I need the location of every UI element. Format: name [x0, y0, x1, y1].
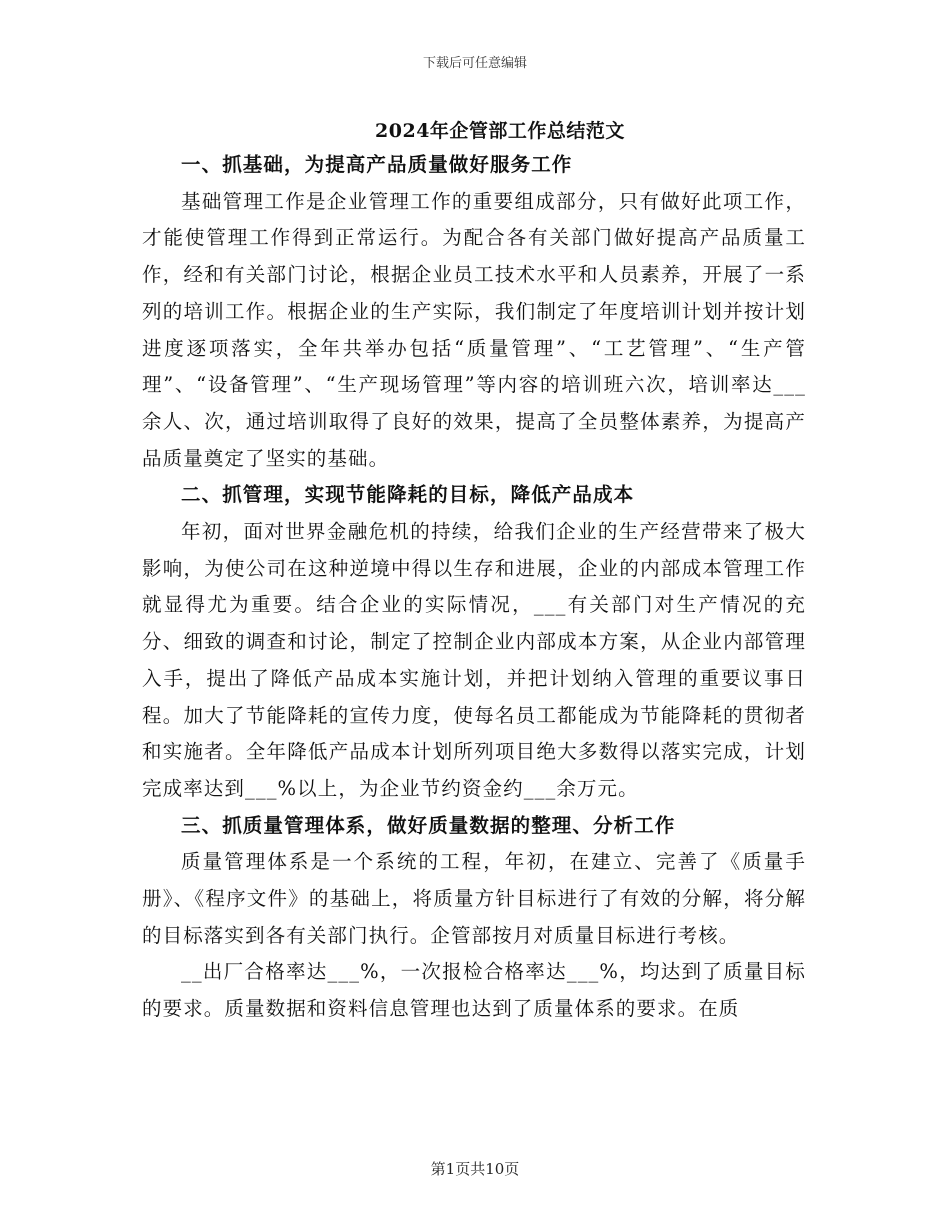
section-2-paragraph-1: 年初，面对世界金融危机的持续，给我们企业的生产经营带来了极大影响，为使公司在这种逆境中得以生存和进展，企业的内部成本管理工作就显得尤为重要。结合企业的实际情况，___有关部门对生产情况的充分、细致的调查和讨论，制定了控制企业内部成本方案，从企业内部管理入手，提出了降低产品成本实施计划，并把计划纳入管理的重要议事日程。加大了节能降耗的宣传力度，使每名员工都能成为节能降耗的贯彻者和实施者。全年降低产品成本计划所列项目绝大多数得以落实完成，计划完成率达到___%以上，为企业节约资金约___余万元。 [142, 520, 806, 800]
section-heading-1: 一、抓基础，为提高产品质量做好服务工作 [181, 153, 573, 176]
section-1-paragraph-1: 基础管理工作是企业管理工作的重要组成部分，只有做好此项工作，才能使管理工作得到正常运行。为配合各有关部门做好提高产品质量工作，经和有关部门讨论，根据企业员工技术水平和人员素养，开展了一系列的培训工作。根据企业的生产实际，我们制定了年度培训计划并按计划进度逐项落实，全年共举办包括“质量管理”、“工艺管理”、“生产管理”、“设备管理”、“生产现场管理”等内容的培训班六次，培训率达___余人、次，通过培训取得了良好的效果，提高了全员整体素养，为提高产品质量奠定了坚实的基础。 [142, 189, 806, 470]
section-3-paragraph-1: 质量管理体系是一个系统的工程，年初，在建立、完善了《质量手册》、《程序文件》的基础上，将质量方针目标进行了有效的分解，将分解的目标落实到各有关部门执行。企管部按月对质量目标进行考核。 [142, 850, 806, 947]
page-number: 第1页共10页 [430, 1160, 520, 1178]
document-body [142, 147, 806, 1028]
header-note: 下载后可任意编辑 [422, 56, 527, 71]
document-title: 2024年企管部工作总结范文 [375, 120, 625, 142]
section-heading-3: 三、抓质量管理体系，做好质量数据的整理、分析工作 [181, 813, 676, 837]
section-3-paragraph-2: __出厂合格率达___%，一次报检合格率达___%，均达到了质量目标的要求。质量数据和资料信息管理也达到了质量体系的要求。在质 [142, 960, 806, 1021]
section-heading-2: 二、抓管理，实现节能降耗的目标，降低产品成本 [181, 483, 635, 507]
